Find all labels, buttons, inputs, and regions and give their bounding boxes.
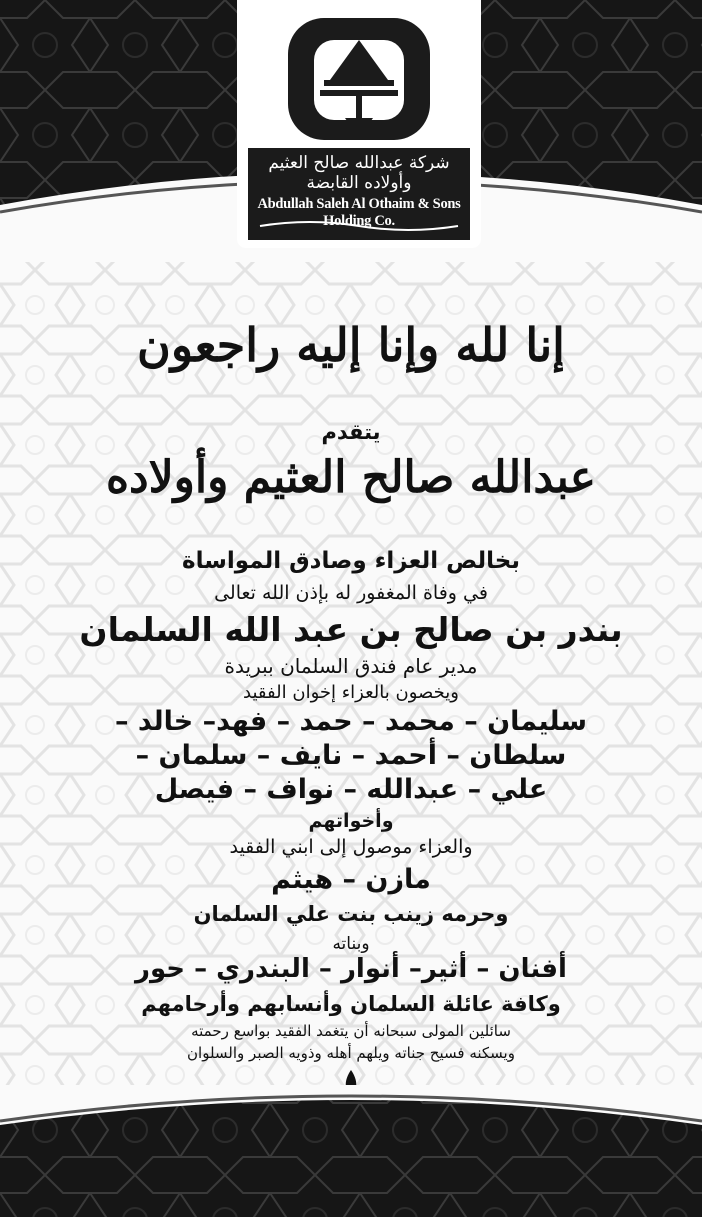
brothers-line-2: سلطان – أحمد – نايف – سلمان –: [135, 740, 567, 771]
brothers-line-1: سليمان – محمد – حمد – فهد– خالد –: [114, 706, 588, 737]
deceased-name: بندر بن صالح بن عبد الله السلمان: [79, 610, 623, 649]
extended-family-line: وكافة عائلة السلمان وأنسابهم وأرحامهم: [141, 992, 561, 1016]
sons-intro: والعزاء موصول إلى ابني الفقيد: [229, 836, 473, 858]
prayer-line-2: ويسكنه فسيح جناته ويلهم أهله وذويه الصبر والسلوان: [187, 1044, 515, 1062]
sisters-label: وأخواتهم: [308, 810, 394, 832]
brothers-line-3: علي – عبدالله – نواف – فيصل: [154, 774, 548, 805]
condolence-line: بخالص العزاء وصادق المواساة: [182, 548, 520, 574]
death-announcement: في وفاة المغفور له بإذن الله تعالى: [214, 582, 488, 604]
prayer-line-1: سائلين المولى سبحانه أن يتغمد الفقيد بواسع رحمته: [191, 1022, 511, 1040]
presents-label: يتقدم: [321, 420, 381, 444]
company-name-english: Abdullah Saleh Al Othaim & Sons Holding Co.: [257, 196, 461, 229]
daughters-intro: وبناته: [332, 934, 370, 954]
brothers-intro: ويخصون بالعزاء إخوان الفقيد: [243, 682, 459, 703]
daughters-names: أفنان – أثير– أنوار – البندري – حور: [135, 954, 567, 984]
wife-line: وحرمه زينب بنت علي السلمان: [193, 902, 509, 926]
sons-names: مازن – هيثم: [271, 864, 431, 895]
company-name-arabic: شركة عبدالله صالح العثيم وأولاده القابضة: [268, 153, 450, 193]
deceased-position: مدير عام فندق السلمان ببريدة: [224, 654, 478, 678]
family-name-calligraphy: عبدالله صالح العثيم وأولاده: [105, 452, 597, 503]
bottom-banner: [0, 1085, 702, 1217]
dark-pattern-bottom: [0, 1085, 702, 1217]
quran-verse: إنا لله وإنا إليه راجعون: [137, 318, 565, 372]
